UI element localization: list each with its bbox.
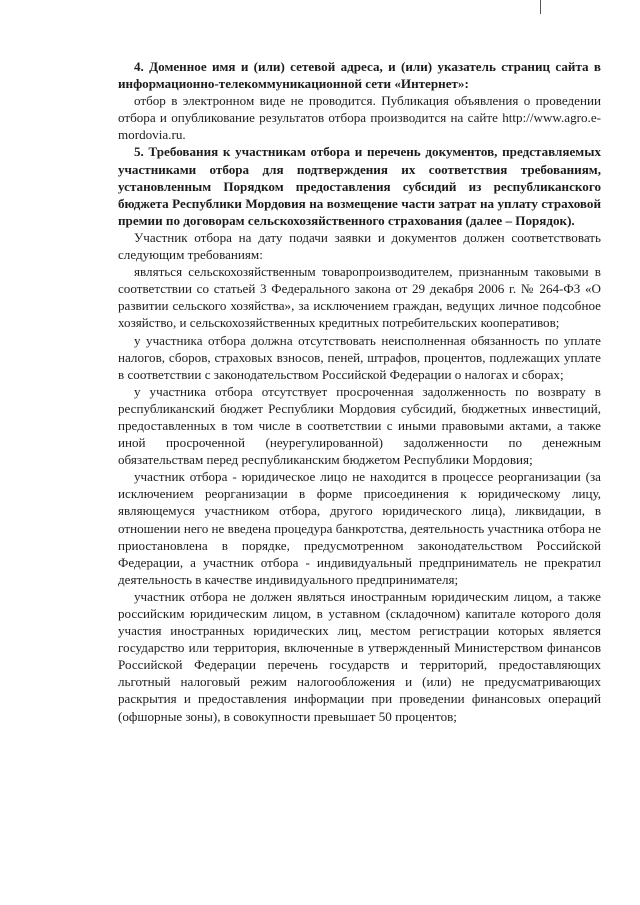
- section-5-intro: Участник отбора на дату подачи заявки и документов должен соответствовать следующим требованиям:: [118, 229, 601, 263]
- section-4-heading: 4. Доменное имя и (или) сетевой адреса, и (или) указатель страниц сайта в информационно-телекоммуникационной сети «Интернет»:: [118, 59, 601, 92]
- scan-edge-mark: [540, 0, 541, 14]
- requirement-3: у участника отбора отсутствует просроченная задолженность по возврату в республиканский бюджет Республики Мордовия субсидий, бюджетных инвестиций, предоставленных в том числе в соответствии с иными правовыми актами, а также иной просроченной (неурегулированной) задолженности по денежным обязательствам перед республиканским бюджетом Республики Мордовия;: [118, 383, 601, 468]
- requirement-1: являться сельскохозяйственным товаропроизводителем, признанным таковыми в соответствии со статьей 3 Федерального закона от 29 декабря 2006 г. № 264-ФЗ «О развитии сельского хозяйства», за исключением граждан, ведущих личное подсобное хозяйство, и сельскохозяйственных кредитных потребительских кооперативов;: [118, 264, 601, 331]
- requirement-4: участник отбора - юридическое лицо не находится в процессе реорганизации (за исключением реорганизации в форме присоединения к юридическому лицу, являющемуся участником отбора, другого юридического лица), ликвидации, в отношении него не введена процедура банкротства, деятельность участника отбора не приостановлена в порядке, предусмотренном законодательством Российской Федерации, а участник отбора - индивидуальный предприниматель не прекратил деятельность в качестве индивидуального предпринимателя;: [118, 469, 601, 587]
- document-body: [118, 58, 601, 725]
- section-4-text: отбор в электронном виде не проводится. Публикация объявления о проведении отбора и опубликование результатов отбора производится на сайте http://www.agro.e-mordovia.ru.: [118, 93, 601, 143]
- requirement-2: у участника отбора должна отсутствовать неисполненная обязанность по уплате налогов, сборов, страховых взносов, пеней, штрафов, процентов, подлежащих уплате в соответствии с законодательством Российской Федерации о налогах и сборах;: [118, 332, 601, 382]
- section-5-heading: 5. Требования к участникам отбора и перечень документов, представляемых участниками отбора для подтверждения их соответствия требованиям, установленным Порядком предоставления субсидий из республиканского бюджета Республики Мордовия на возмещение части затрат на уплату страховой премии по договорам сельскохозяйственного страхования (далее – Порядок).: [118, 144, 601, 228]
- requirement-5: участник отбора не должен являться иностранным юридическим лицом, а также российским юридическим лицом, в уставном (складочном) капитале которого доля участия иностранных юридических лиц, местом регистрации которых является государство или территория, включенные в утвержденный Министерством финансов Российской Федерации перечень государств и территорий, предоставляющих льготный налоговый режим налогообложения и (или) не предусматривающих раскрытия и предоставления информации при проведении финансовых операций (офшорные зоны), в совокупности превышает 50 процентов;: [118, 588, 601, 724]
